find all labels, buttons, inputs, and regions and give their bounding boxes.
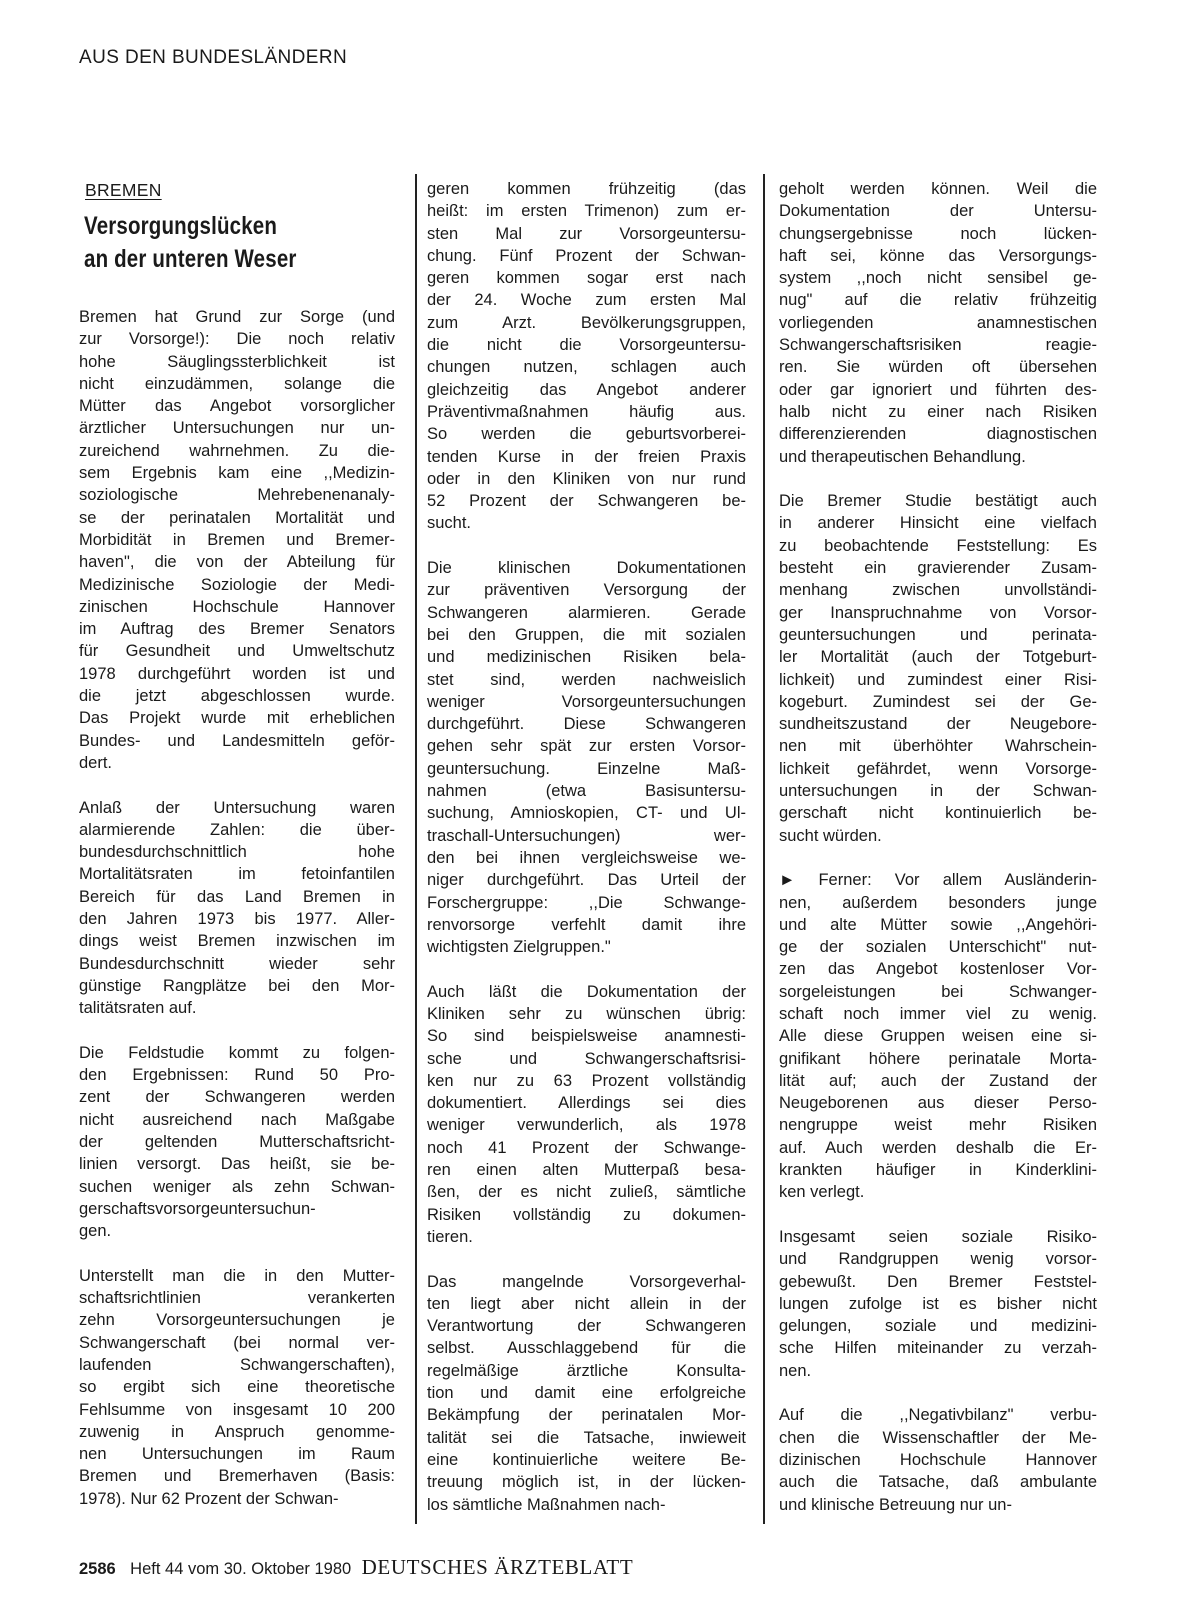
article-headline [84, 210, 400, 276]
text-line: besteht ein gravierender Zusam- [779, 559, 1097, 578]
text-line: zu beobachtende Feststellung: Es [779, 536, 1097, 555]
text-line: talitätsraten auf. [79, 999, 197, 1018]
text-line: dizinischen Hochschule Hannover [779, 1450, 1097, 1469]
text-line: talität sei die Tatsache, inwieweit [427, 1428, 746, 1447]
text-line: und alte Mütter sowie ,,Angehöri- [779, 915, 1097, 934]
text-line: lungen zufolge ist es bisher nicht [779, 1294, 1097, 1313]
text-line: lität auf; auch der Zustand der [779, 1071, 1097, 1090]
text-line: Verantwortung der Schwangeren [427, 1317, 746, 1336]
text-line: suchung, Amnioskopien, CT- und Ul- [427, 804, 746, 823]
text-line: linien versorgt. Das heißt, sie be- [79, 1155, 395, 1174]
text-line: Bremen und Bremerhaven (Basis: [79, 1467, 395, 1486]
text-line: Mortalitätsraten im fetoinfantilen [79, 865, 395, 884]
text-line: treuung möglich ist, in der lücken- [427, 1473, 746, 1492]
text-line: heißt: im ersten Trimenon) zum er- [427, 202, 746, 221]
text-line: und Randgruppen wenig vorsor- [779, 1250, 1097, 1269]
text-line: traschall-Untersuchungen) wer- [427, 826, 746, 845]
text-line: und therapeutischen Behandlung. [779, 447, 1026, 466]
text-line: nicht einzudämmen, solange die [79, 374, 395, 393]
text-line: ► Ferner: Vor allem Ausländerin- [779, 871, 1097, 890]
text-line: Präventivmaßnahmen häufig aus. [427, 402, 746, 421]
text-line: So sind beispielsweise anamnesti- [427, 1027, 746, 1046]
text-line: lichkeit) und zumindest einer Risi- [779, 670, 1097, 689]
text-line: gelungen, soziale und medizini- [779, 1317, 1097, 1336]
text-line: zum Arzt. Bevölkerungsgruppen, [427, 313, 746, 332]
page-number: 2586 [79, 1560, 116, 1578]
text-line: 1978 durchgeführt worden ist und [79, 664, 395, 683]
text-line: Dokumentation der Untersu- [779, 202, 1097, 221]
text-line: zur präventiven Versorgung der [427, 581, 746, 600]
text-line: auf. Auch werden deshalb die Er- [779, 1138, 1097, 1157]
text-line: Risiken vollständig zu dokumen- [427, 1205, 746, 1224]
text-line: geholt werden können. Weil die [779, 180, 1097, 198]
text-line: dokumentiert. Allerdings sei dies [427, 1094, 746, 1113]
column-body [427, 178, 746, 1516]
text-line: Insgesamt seien soziale Risiko- [779, 1227, 1097, 1246]
column-divider [763, 174, 765, 1524]
text-line: Forschergruppe: ,,Die Schwange- [427, 893, 746, 912]
text-line: nengruppe weist mehr Risiken [779, 1116, 1097, 1135]
paragraph [779, 178, 1097, 468]
text-line: laufenden Schwangerschaften), [79, 1355, 395, 1374]
text-line: ten liegt aber nicht allein in der [427, 1294, 746, 1313]
paragraph [779, 490, 1097, 847]
paragraph [779, 1404, 1097, 1515]
text-line: haven", die von der Abteilung für [79, 553, 395, 572]
column-divider [415, 174, 417, 1524]
text-line: Kliniken sehr zu wünschen übrig: [427, 1004, 746, 1023]
text-line: Bereich für das Land Bremen in [79, 887, 395, 906]
page-footer [79, 1555, 633, 1580]
journal-title: DEUTSCHES ÄRZTEBLATT [361, 1555, 634, 1579]
text-line: schaft noch immer viel zu wenig. [779, 1004, 1097, 1023]
text-line: in anderer Hinsicht eine vielfach [779, 514, 1097, 533]
paragraph [779, 869, 1097, 1203]
text-line: ßen, der es nicht zuließ, sämtliche [427, 1183, 746, 1202]
text-line: Die Bremer Studie bestätigt auch [779, 492, 1097, 511]
text-line: tion und damit eine erfolgreiche [427, 1384, 746, 1403]
text-line: soziologische Mehrebenenanaly- [79, 486, 395, 505]
text-line: 1978). Nur 62 Prozent der Schwan- [79, 1489, 339, 1508]
text-line: gerschaft nicht kontinuierlich be- [779, 804, 1097, 823]
text-line: Medizinische Soziologie der Medi- [79, 575, 395, 594]
text-line: alarmierende Zahlen: die über- [79, 820, 395, 839]
text-line: gen. [79, 1222, 112, 1241]
text-line: weniger Vorsorgeuntersuchungen [427, 692, 746, 711]
text-line: sem Ergebnis kam eine ,,Medizin- [79, 464, 395, 483]
text-line: zur Vorsorge!): Die noch relativ [79, 330, 395, 349]
text-line: Auf die ,,Negativbilanz" verbu- [779, 1406, 1097, 1425]
paragraph [79, 1265, 395, 1510]
section-header: AUS DEN BUNDESLÄNDERN [79, 47, 348, 68]
text-line: nen mit überhöhter Wahrschein- [779, 737, 1097, 756]
text-line: dings weist Bremen inzwischen im [79, 932, 395, 951]
text-line: suchen weniger als zehn Schwan- [79, 1177, 395, 1196]
text-line: so ergibt sich eine theoretische [79, 1378, 395, 1397]
column-body [79, 306, 395, 1510]
paragraph [779, 1226, 1097, 1382]
text-line: Auch läßt die Dokumentation der [427, 982, 746, 1001]
text-line: eine kontinuierliche weitere Be- [427, 1450, 746, 1469]
text-line: gerschaftsvorsorgeuntersuchun- [79, 1199, 316, 1218]
text-line: Schwangerschaftsrisiken reagie- [779, 336, 1097, 355]
text-line: nug" auf die relativ frühzeitig [779, 291, 1097, 310]
text-line: weniger verwunderlich, als 1978 [427, 1116, 746, 1135]
text-line: niger durchgeführt. Das Urteil der [427, 871, 746, 890]
text-line: oder gar ignoriert und führten des- [779, 380, 1097, 399]
text-line: gebewußt. Den Bremer Feststel- [779, 1272, 1097, 1291]
text-line: bundesdurchschnittlich hohe [79, 843, 395, 862]
text-line: geren kommen frühzeitig (das [427, 180, 746, 198]
text-line: sche Hilfen miteinander zu verzah- [779, 1339, 1097, 1358]
text-line: noch 41 Prozent der Schwange- [427, 1138, 746, 1157]
text-line: ge der sozialen Unterschicht" nut- [779, 938, 1097, 957]
text-line: Mütter das Angebot vorsorglicher [79, 397, 395, 416]
text-line: durchgeführt. Diese Schwangeren [427, 715, 746, 734]
text-line: kogeburt. Zumindest sei der Ge- [779, 692, 1097, 711]
text-line: ler Mortalität (auch der Totgeburt- [779, 648, 1097, 667]
headline-line: Versorgungslücken [84, 212, 278, 240]
paragraph [427, 178, 746, 535]
text-line: Morbidität in Bremen und Bremer- [79, 530, 395, 549]
text-line: 52 Prozent der Schwangeren be- [427, 492, 746, 511]
text-line: gnifikant höhere perinatale Morta- [779, 1049, 1097, 1068]
text-line: Anlaß der Untersuchung waren [79, 798, 395, 817]
text-line: chen die Wissenschaftler der Me- [779, 1428, 1097, 1447]
paragraph [79, 1042, 395, 1243]
text-line: auch die Tatsache, daß ambulante [779, 1473, 1097, 1492]
region-label: BREMEN [85, 180, 162, 200]
text-line: geuntersuchung. Einzelne Maß- [427, 759, 746, 778]
text-line: ärztlicher Untersuchungen nur un- [79, 419, 395, 438]
article-column-3 [779, 178, 1097, 1538]
text-line: Bekämpfung der perinatalen Mor- [427, 1406, 746, 1425]
text-line: vorliegenden anamnestischen [779, 313, 1097, 332]
text-line: nicht ausreichend nach Maßgabe [79, 1110, 395, 1129]
text-line: nen Untersuchungen im Raum [79, 1445, 395, 1464]
text-line: So werden die geburtsvorberei- [427, 425, 746, 444]
text-line: nen, außerdem besonders junge [779, 893, 1097, 912]
text-line: ken nur zu 63 Prozent vollständig [427, 1071, 746, 1090]
paragraph [427, 981, 746, 1249]
text-line: den Ergebnissen: Rund 50 Pro- [79, 1066, 395, 1085]
text-line: gehen sehr spät zur ersten Vorsor- [427, 737, 746, 756]
article-column-1 [79, 178, 395, 1532]
text-line: renvorsorge verfehlt damit ihre [427, 915, 746, 934]
text-line: ken verlegt. [779, 1183, 865, 1202]
issue-info: Heft 44 vom 30. Oktober 1980 [130, 1560, 352, 1578]
text-line: Bundes- und Landesmitteln geför- [79, 731, 395, 750]
text-line: die nicht die Vorsorgeuntersu- [427, 336, 746, 355]
paragraph [79, 306, 395, 774]
text-line: schaftsrichtlinien verankerten [79, 1289, 395, 1308]
text-line: los sämtliche Maßnahmen nach- [427, 1495, 666, 1514]
text-line: Das mangelnde Vorsorgeverhal- [427, 1272, 746, 1291]
text-line: Bundesdurchschnitt wieder sehr [79, 954, 395, 973]
paragraph [79, 797, 395, 1020]
text-line: tenden Kurse in der freien Praxis [427, 447, 746, 466]
text-line: der 24. Woche zum ersten Mal [427, 291, 746, 310]
text-line: sche und Schwangerschaftsrisi- [427, 1049, 746, 1068]
text-line: Schwangeren alarmieren. Gerade [427, 603, 746, 622]
text-line: selbst. Ausschlaggebend für die [427, 1339, 746, 1358]
text-line: Schwangerschaft (bei normal ver- [79, 1333, 395, 1352]
text-line: dert. [79, 753, 113, 772]
text-line: sucht würden. [779, 826, 882, 845]
text-line: zent der Schwangeren werden [79, 1088, 395, 1107]
text-line: sucht. [427, 514, 472, 533]
text-line: im Auftrag des Bremer Senators [79, 620, 395, 639]
text-line: tieren. [427, 1227, 473, 1246]
text-line: für Gesundheit und Umweltschutz [79, 642, 395, 661]
text-line: halb nicht zu einer nach Risiken [779, 402, 1097, 421]
text-line: bei den Gruppen, die mit sozialen [427, 625, 746, 644]
paragraph [427, 557, 746, 958]
text-line: der geltenden Mutterschaftsricht- [79, 1132, 395, 1151]
text-line: stet sind, werden nachweislich [427, 670, 746, 689]
text-line: system ,,noch nicht sensibel ge- [779, 269, 1097, 288]
text-line: se der perinatalen Mortalität und [79, 508, 395, 527]
text-line: Fehlsumme von insgesamt 10 200 [79, 1400, 395, 1419]
text-line: ren. Sie würden oft übersehen [779, 358, 1097, 377]
text-line: sundheitszustand der Neugebore- [779, 715, 1097, 734]
text-line: haft sei, könne das Versorgungs- [779, 246, 1097, 265]
text-line: Unterstellt man die in den Mutter- [79, 1266, 395, 1285]
text-line: menhang zwischen unvollständi- [779, 581, 1097, 600]
text-line: sorgeleistungen bei Schwanger- [779, 982, 1097, 1001]
text-line: den bei ihnen vergleichsweise we- [427, 848, 746, 867]
text-line: und medizinischen Risiken bela- [427, 648, 746, 667]
text-line: den Jahren 1973 bis 1977. Aller- [79, 910, 395, 929]
text-line: zinischen Hochschule Hannover [79, 597, 395, 616]
text-line: Die Feldstudie kommt zu folgen- [79, 1043, 395, 1062]
article-column-2 [427, 178, 746, 1538]
text-line: wichtigsten Zielgruppen." [427, 938, 611, 957]
text-line: und klinische Betreuung nur un- [779, 1495, 1012, 1514]
text-line: chungen nutzen, schlagen auch [427, 358, 746, 377]
text-line: regelmäßige ärztliche Konsulta- [427, 1361, 746, 1380]
text-line: zehn Vorsorgeuntersuchungen je [79, 1311, 395, 1330]
text-line: lichkeit gefährdet, wenn Vorsorge- [779, 759, 1097, 778]
text-line: zen das Angebot kostenloser Vor- [779, 960, 1097, 979]
text-line: sten Mal zur Vorsorgeuntersu- [427, 224, 746, 243]
text-line: geuntersuchungen und perinata- [779, 625, 1097, 644]
text-line: differenzierenden diagnostischen [779, 425, 1097, 444]
text-line: untersuchungen in der Schwan- [779, 782, 1097, 801]
text-line: chung. Fünf Prozent der Schwan- [427, 246, 746, 265]
text-line: günstige Rangplätze bei den Mor- [79, 976, 395, 995]
paragraph [427, 1271, 746, 1516]
text-line: chungsergebnisse noch lücken- [779, 224, 1097, 243]
text-line: ger Inanspruchnahme von Vorsor- [779, 603, 1097, 622]
text-line: zureichend wahrnehmen. Zu die- [79, 441, 395, 460]
text-line: hohe Säuglingssterblichkeit ist [79, 352, 395, 371]
text-line: die jetzt abgeschlossen wurde. [79, 687, 395, 706]
text-line: Bremen hat Grund zur Sorge (und [79, 308, 395, 326]
text-line: krankten häufiger in Kinderklini- [779, 1161, 1097, 1180]
text-line: gleichzeitig das Angebot anderer [427, 380, 746, 399]
text-line: geren kommen sogar erst nach [427, 269, 746, 288]
text-line: ren einen alten Mutterpaß besa- [427, 1161, 746, 1180]
text-line: nen. [779, 1361, 812, 1380]
text-line: Das Projekt wurde mit erheblichen [79, 709, 395, 728]
text-line: zuwenig in Anspruch genomme- [79, 1422, 395, 1441]
column-body [779, 178, 1097, 1516]
text-line: Die klinischen Dokumentationen [427, 559, 746, 578]
text-line: nahmen (etwa Basisuntersu- [427, 782, 746, 801]
text-line: oder in den Kliniken von nur rund [427, 469, 746, 488]
text-line: Neugeborenen aus dieser Perso- [779, 1094, 1097, 1113]
headline-line: an der unteren Weser [84, 245, 297, 273]
text-line: Alle diese Gruppen weisen eine si- [779, 1027, 1097, 1046]
